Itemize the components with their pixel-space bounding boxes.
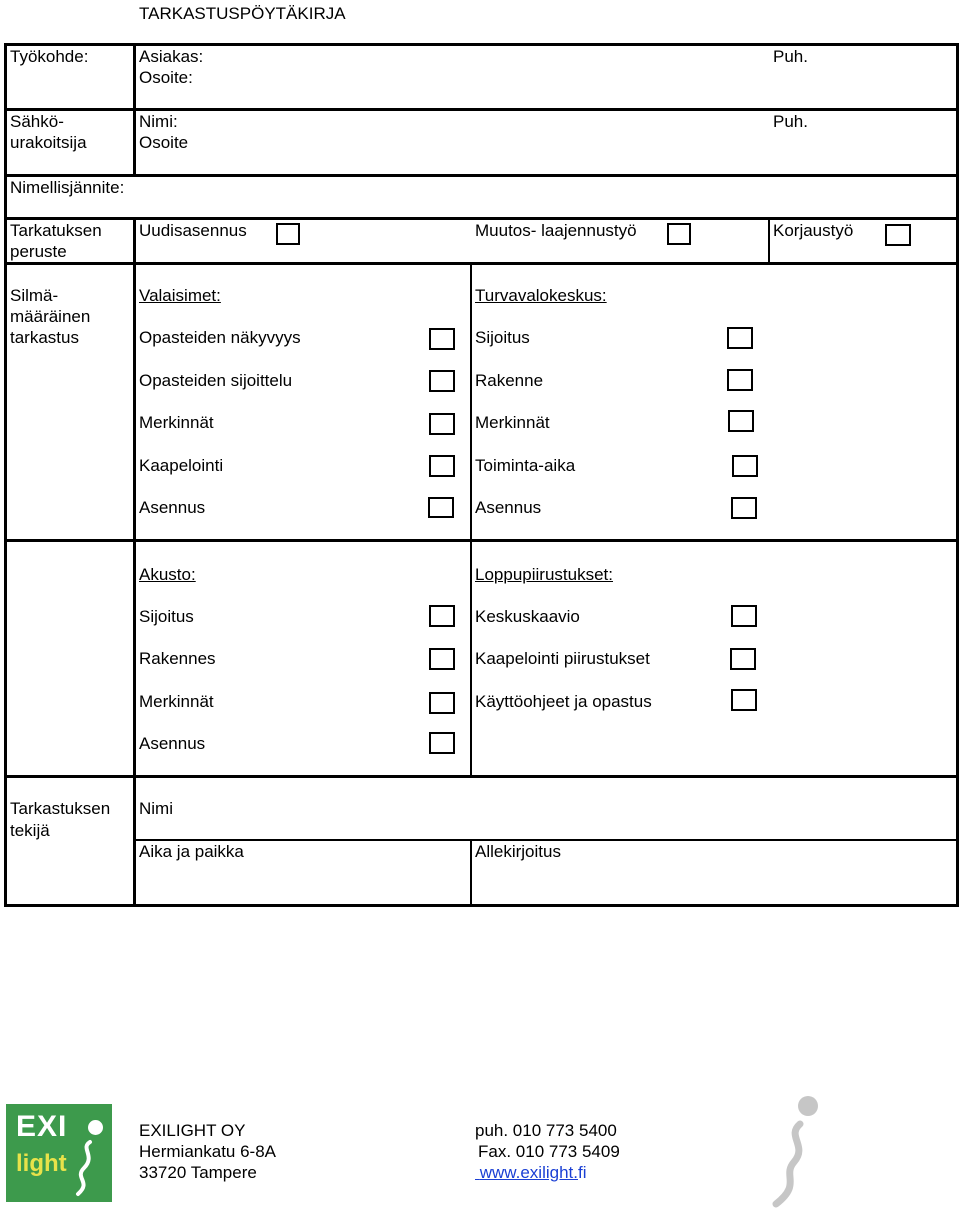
akusto-item-label: Merkinnät <box>139 692 214 711</box>
tekija-label-line2: tekijä <box>10 821 50 840</box>
loppupiirustukset-checkbox[interactable] <box>731 689 757 711</box>
peruste-label-line2: peruste <box>10 242 67 261</box>
silma-label-line3: tarkastus <box>10 328 79 347</box>
puh-field[interactable]: Puh. <box>773 47 808 66</box>
table-border-left <box>4 43 7 907</box>
uudisasennus-checkbox[interactable] <box>276 223 300 245</box>
valaisimet-checkbox[interactable] <box>429 455 455 477</box>
urakoitsija-label-line1: Sähkö- <box>10 112 64 131</box>
table-border-bottom <box>5 904 959 907</box>
silma-label-line1: Silmä- <box>10 286 59 305</box>
turvavalokeskus-item-label: Asennus <box>475 498 542 517</box>
loppupiirustukset-checkbox[interactable] <box>731 605 757 627</box>
akusto-heading: Akusto: <box>139 565 196 584</box>
table-border-right <box>956 43 959 907</box>
website-suffix: fi <box>578 1163 587 1182</box>
valaisimet-checkbox[interactable] <box>429 370 455 392</box>
column-divider <box>768 217 770 264</box>
valaisimet-checkbox[interactable] <box>429 328 455 350</box>
row-divider <box>5 775 959 778</box>
logo-text-light: light <box>16 1150 67 1177</box>
turvavalokeskus-item-label: Toiminta-aika <box>475 456 576 475</box>
loppupiirustukset-item-label: Keskuskaavio <box>475 607 580 626</box>
footer-company: EXILIGHT OY <box>139 1121 246 1140</box>
footer-street: Hermiankatu 6-8A <box>139 1142 277 1161</box>
logo-swoosh-icon <box>66 1138 106 1200</box>
brand-swoosh-icon <box>768 1092 824 1210</box>
valaisimet-heading: Valaisimet: <box>139 286 221 305</box>
akusto-checkbox[interactable] <box>429 732 455 754</box>
footer-fax: Fax. 010 773 5409 <box>478 1142 620 1161</box>
column-divider <box>470 839 472 906</box>
valaisimet-checkbox[interactable] <box>428 497 454 518</box>
akusto-item-label: Rakennes <box>139 649 216 668</box>
valaisimet-item-label: Asennus <box>139 498 206 517</box>
uudisasennus-label: Uudisasennus <box>139 221 247 240</box>
silma-label-line2: määräinen <box>10 307 91 326</box>
tekija-nimi-field[interactable]: Nimi <box>139 799 173 818</box>
tekija-label-line1: Tarkastuksen <box>10 799 111 818</box>
loppupiirustukset-item-label: Käyttöohjeet ja opastus <box>475 692 652 711</box>
asiakas-field[interactable]: Asiakas: <box>139 47 204 66</box>
allekirjoitus-field[interactable]: Allekirjoitus <box>475 842 561 861</box>
nimellisjannite-field[interactable]: Nimellisjännite: <box>10 178 125 197</box>
valaisimet-item-label: Opasteiden sijoittelu <box>139 371 293 390</box>
akusto-checkbox[interactable] <box>429 605 455 627</box>
loppupiirustukset-checkbox[interactable] <box>730 648 756 670</box>
akusto-item-label: Asennus <box>139 734 206 753</box>
column-divider <box>133 43 136 176</box>
turvavalokeskus-item-label: Sijoitus <box>475 328 530 347</box>
akusto-checkbox[interactable] <box>429 692 455 714</box>
row-divider <box>5 539 959 542</box>
aika-paikka-field[interactable]: Aika ja paikka <box>139 842 244 861</box>
column-divider <box>133 217 136 907</box>
korjaustyo-label: Korjaustyö <box>773 221 854 240</box>
row-divider <box>5 262 959 265</box>
peruste-label-line1: Tarkatuksen <box>10 221 102 240</box>
column-divider <box>470 262 472 776</box>
turvavalokeskus-item-label: Merkinnät <box>475 413 550 432</box>
logo-text-exi: EXI <box>16 1110 68 1143</box>
valaisimet-item-label: Opasteiden näkyvyys <box>139 328 301 347</box>
document-title: TARKASTUSPÖYTÄKIRJA <box>139 4 346 23</box>
osoite-field[interactable]: Osoite: <box>139 68 193 87</box>
tyokohde-label: Työkohde: <box>10 47 89 66</box>
exilight-logo <box>6 1104 112 1202</box>
valaisimet-item-label: Kaapelointi <box>139 456 224 475</box>
turvavalokeskus-checkbox[interactable] <box>727 327 753 349</box>
muutos-checkbox[interactable] <box>667 223 691 245</box>
turvavalokeskus-item-label: Rakenne <box>475 371 544 390</box>
muutos-label: Muutos- laajennustyö <box>475 221 637 240</box>
loppupiirustukset-item-label: Kaapelointi piirustukset <box>475 649 650 668</box>
loppupiirustukset-heading: Loppupiirustukset: <box>475 565 613 584</box>
turvavalokeskus-heading: Turvavalokeskus: <box>475 286 607 305</box>
korjaustyo-checkbox[interactable] <box>885 224 911 246</box>
turvavalokeskus-checkbox[interactable] <box>728 410 754 432</box>
turvavalokeskus-checkbox[interactable] <box>731 497 757 519</box>
website-link-text: www.exilight. <box>479 1163 578 1182</box>
footer-city: 33720 Tampere <box>139 1163 257 1182</box>
akusto-item-label: Sijoitus <box>139 607 194 626</box>
urakoitsija-nimi-field[interactable]: Nimi: <box>139 112 178 131</box>
valaisimet-checkbox[interactable] <box>429 413 455 435</box>
turvavalokeskus-checkbox[interactable] <box>727 369 753 391</box>
website-link[interactable] <box>475 1163 578 1182</box>
akusto-checkbox[interactable] <box>429 648 455 670</box>
urakoitsija-label-line2: urakoitsija <box>10 133 87 152</box>
valaisimet-item-label: Merkinnät <box>139 413 214 432</box>
logo-dot-icon <box>88 1120 103 1135</box>
footer-phone: puh. 010 773 5400 <box>475 1121 617 1140</box>
urakoitsija-puh-field[interactable]: Puh. <box>773 112 808 131</box>
urakoitsija-osoite-field[interactable]: Osoite <box>139 133 189 152</box>
row-divider <box>5 174 959 177</box>
footer-web[interactable] <box>475 1162 587 1183</box>
turvavalokeskus-checkbox[interactable] <box>732 455 758 477</box>
